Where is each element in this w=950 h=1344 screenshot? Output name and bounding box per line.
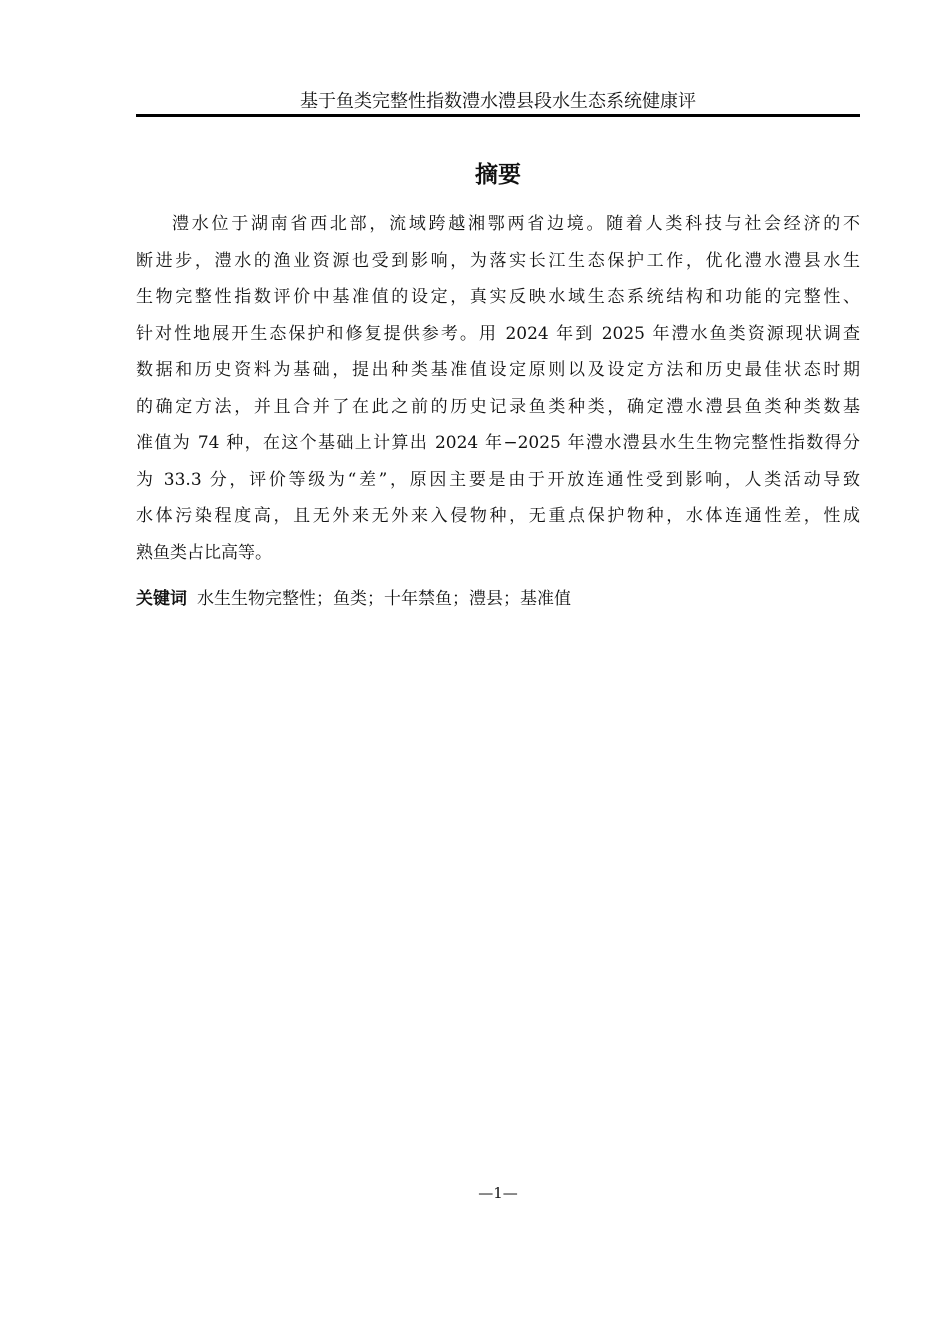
keywords-label: 关键词 [136,589,187,609]
abstract-line: 熟鱼类占比高等。 [136,542,272,563]
abstract-line: 生物完整性指数评价中基准值的设定，真实反映水域生态系统结构和功能的完整性、 [136,287,860,307]
abstract-line: 澧水位于湖南省西北部，流域跨越湘鄂两省边境。随着人类科技与社会经济的不 [172,214,860,234]
keywords-text: 水生生物完整性；鱼类；十年禁鱼；澧县；基准值 [197,589,571,609]
abstract-line: 断进步，澧水的渔业资源也受到影响，为落实长江生态保护工作，优化澧水澧县水生 [136,250,860,271]
abstract-line: 为 33.3 分，评价等级为“差”，原因主要是由于开放连通性受到影响，人类活动导致 [136,469,860,490]
abstract-body [136,206,860,571]
keywords [136,584,860,614]
abstract-title: 摘要 [475,162,521,188]
running-header: 基于鱼类完整性指数澧水澧县段水生态系统健康评 [300,91,696,112]
header-rule [136,114,860,117]
abstract-line: 数据和历史资料为基础，提出种类基准值设定原则以及设定方法和历史最佳状态时期 [136,360,860,380]
abstract-line: 的确定方法，并且合并了在此之前的历史记录鱼类种类，确定澧水澧县鱼类种类数基 [136,396,860,417]
page-number: —1— [478,1184,518,1202]
abstract-line: 水体污染程度高，且无外来无外来入侵物种，无重点保护物种，水体连通性差，性成 [136,506,860,526]
abstract-line: 准值为 74 种，在这个基础上计算出 2024 年−2025 年澧水澧县水生生物完整性指数得分 [136,433,860,453]
abstract-line: 针对性地展开生态保护和修复提供参考。用 2024 年到 2025 年澧水鱼类资源现状调查 [136,323,860,344]
